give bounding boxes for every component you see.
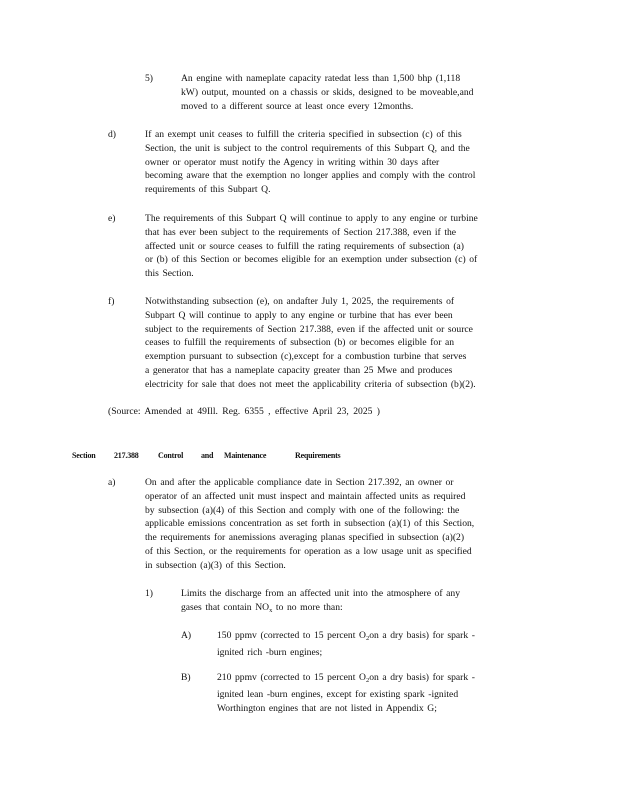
text-line: of this Section, or the requirements for operation as a low usage unit as specified xyxy=(145,545,472,557)
list-item-B xyxy=(181,671,517,715)
text-line: a generator that has a nameplate capacity greater than 25 Mwe and produces xyxy=(145,364,453,376)
text-line: ignited rich -burn engines; xyxy=(217,646,323,658)
item-label: B) xyxy=(181,672,191,683)
item-text xyxy=(145,128,545,197)
text-line: in subsection (a)(3) of this Section. xyxy=(145,559,286,571)
text-line: this Section. xyxy=(145,268,194,280)
item-text xyxy=(181,587,521,618)
text-line: moved to a different source at least once every 12months. xyxy=(181,100,414,112)
list-item-d xyxy=(108,128,545,197)
item-label: a) xyxy=(108,477,116,488)
section-title-word: Control xyxy=(158,451,184,460)
subscript: 2 xyxy=(365,635,370,642)
text-line: owner or operator must notify the Agency in writing within 30 days after xyxy=(145,156,440,168)
item-text xyxy=(217,629,517,660)
item-label: A) xyxy=(181,630,192,641)
text-line: or (b) of this Section or becomes eligible for an exemption under subsection (c) of xyxy=(145,254,478,266)
item-label: 1) xyxy=(145,588,153,599)
text-fragment: to no more than: xyxy=(272,601,343,613)
text-line: Notwithstanding subsection (e), on andafter July 1, 2025, the requirements of xyxy=(145,296,455,307)
text-line: by subsection (a)(4) of this Section and comply with one of the following: the xyxy=(145,504,460,516)
list-item-f xyxy=(108,295,545,392)
text-line: the requirements for anemissions averaging planas specified in subsection (a)(2) xyxy=(145,532,465,544)
text-fragment: on a dry basis) for spark - xyxy=(369,672,475,683)
section-title-word: and xyxy=(201,451,214,460)
item-text xyxy=(145,295,545,392)
item-text xyxy=(217,671,517,715)
text-line: applicable emissions concentration as set forth in subsection (a)(1) of this Section, xyxy=(145,518,475,530)
text-line: subject to the requirements of Section 217.388, even if the affected unit or source xyxy=(145,323,473,335)
text-line: affected unit or source ceases to fulfill the rating requirements of subsection (a) xyxy=(145,240,464,252)
list-item-5 xyxy=(145,72,521,113)
text-line xyxy=(217,671,517,688)
text-line: ceases to fulfill the requirements of subsection (b) or becomes eligible for an xyxy=(145,337,455,349)
text-fragment: gases that contain NO xyxy=(181,601,270,613)
item-text xyxy=(145,212,545,281)
item-label: d) xyxy=(108,129,116,140)
text-line: The requirements of this Subpart Q will continue to apply to any engine or turbine xyxy=(145,213,478,224)
text-line: ignited lean -burn engines, except for existing spark -ignited xyxy=(217,688,459,700)
text-line: Limits the discharge from an affected unit into the atmosphere of any xyxy=(181,588,460,599)
subscript: 2 xyxy=(365,677,370,684)
text-line: Worthington engines that are not listed in Appendix G; xyxy=(217,702,437,714)
text-fragment: 210 ppmv (corrected to 15 percent O xyxy=(217,672,366,683)
text-fragment: on a dry basis) for spark - xyxy=(369,630,475,641)
item-label: e) xyxy=(108,213,116,224)
text-line: kW) output, mounted on a chassis or skids, designed to be moveable,and xyxy=(181,86,474,98)
text-line: requirements of this Subpart Q. xyxy=(145,184,271,196)
text-line: If an exempt unit ceases to fulfill the criteria specified in subsection (c) of this xyxy=(145,129,462,140)
text-line: becoming aware that the exemption no longer applies and comply with the control xyxy=(145,170,476,182)
item-label: 5) xyxy=(145,73,153,84)
subscript: x xyxy=(269,606,273,614)
text-line: Subpart Q will continue to apply to any engine or turbine that has ever been xyxy=(145,309,453,321)
item-text xyxy=(145,476,545,573)
text-line: An engine with nameplate capacity ratedat less than 1,500 bhp (1,118 xyxy=(181,73,461,84)
item-text xyxy=(181,72,521,113)
source-note: (Source: Amended at 49Ill. Reg. 6355 , effective April 23, 2025 ) xyxy=(108,406,381,417)
list-item-A xyxy=(181,629,517,660)
list-item-e xyxy=(108,212,545,281)
section-title-word: Maintenance xyxy=(224,451,267,460)
text-fragment: 150 ppmv (corrected to 15 percent O xyxy=(217,630,366,641)
list-item-1 xyxy=(145,587,521,618)
section-number: 217.388 xyxy=(114,451,139,460)
item-label: f) xyxy=(108,296,115,307)
section-word: Section xyxy=(72,451,96,460)
text-line: exemption pursuant to subsection (c),except for a combustion turbine that serves xyxy=(145,351,467,363)
text-line xyxy=(217,629,517,646)
text-line: electricity for sale that does not meet the applicability criteria of subsection (b)(2). xyxy=(145,378,476,390)
text-line xyxy=(181,601,521,618)
text-line: On and after the applicable compliance date in Section 217.392, an owner or xyxy=(145,477,454,488)
section-title-word: Requirements xyxy=(295,451,341,460)
list-item-a xyxy=(108,476,545,573)
text-line: operator of an affected unit must inspect and maintain affected units as required xyxy=(145,490,466,502)
text-line: that has ever been subject to the requirements of Section 217.388, even if the xyxy=(145,226,457,238)
text-line: Section, the unit is subject to the control requirements of this Subpart Q, and the xyxy=(145,142,470,154)
